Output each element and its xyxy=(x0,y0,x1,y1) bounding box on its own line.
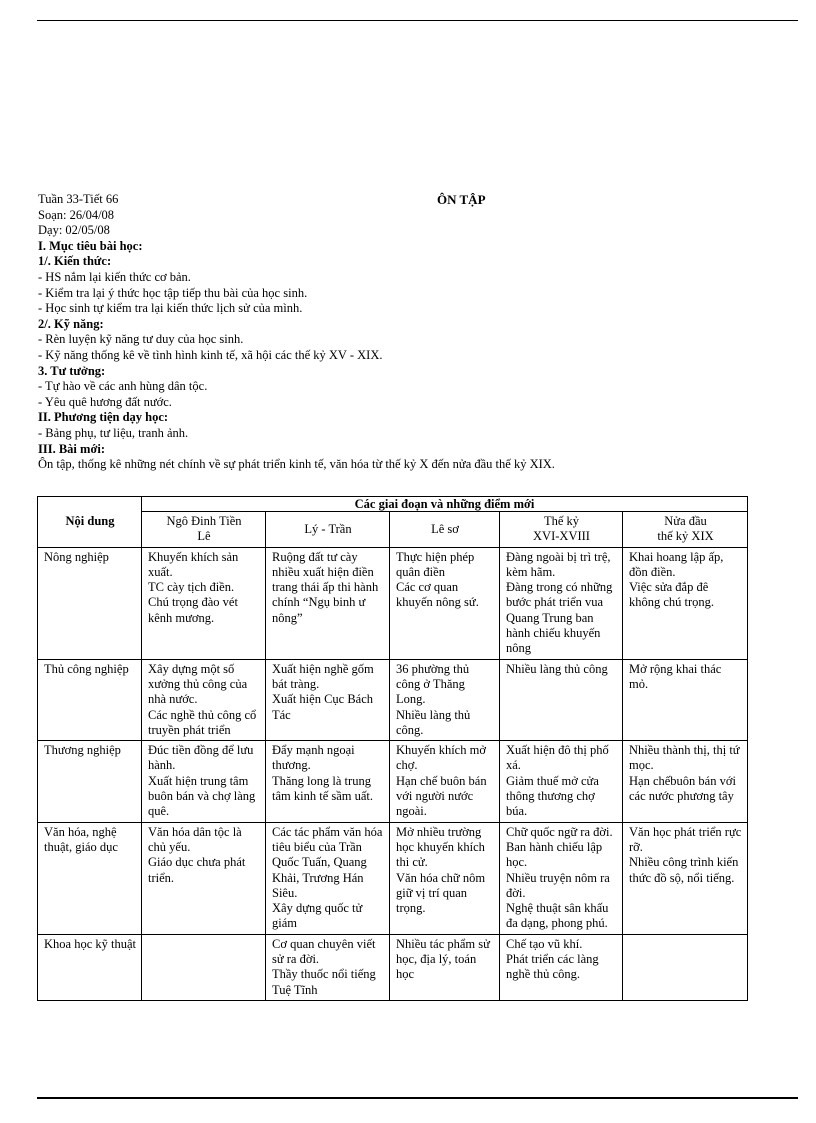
cell-line: TC cày tịch điền. xyxy=(148,580,235,595)
materials-heading: II. Phương tiện dạy học: xyxy=(38,410,169,425)
cell-line: Các cơ quan khuyến nông sứ. xyxy=(396,580,479,610)
skills-item: - Kỹ năng thống kê về tình hình kinh tế, xã hội các thế kỷ XV - XIX. xyxy=(38,347,383,362)
table-cell xyxy=(500,547,623,659)
attitude-heading: 3. Tư tưởng: xyxy=(38,363,106,378)
topic-cell: Thương nghiệp xyxy=(38,741,142,822)
table-cell xyxy=(390,741,500,822)
table-cell xyxy=(500,934,623,1000)
period-header-row xyxy=(38,512,748,548)
knowledge-heading: 1/. Kiến thức: xyxy=(38,254,112,269)
table-header-row xyxy=(38,497,748,512)
table-row xyxy=(38,934,748,1000)
cell-line: Văn hóa chữ nôm giữ vị trí quan trọng. xyxy=(396,870,486,916)
cell-line: Nhiều thành thị, thị tứ mọc. xyxy=(629,743,740,773)
materials-item: - Bảng phụ, tư liệu, tranh ảnh. xyxy=(38,425,189,440)
table-cell xyxy=(623,741,748,822)
cell-line: Thầy thuốc nổi tiếng Tuệ Tĩnh xyxy=(272,967,376,997)
attitude-item: - Yêu quê hương đất nước. xyxy=(38,394,172,409)
table-cell xyxy=(623,547,748,659)
skills-item: - Rèn luyện kỹ năng tư duy của học sinh. xyxy=(38,332,244,347)
topic-header: Nội dung xyxy=(38,497,142,548)
table-row xyxy=(38,822,748,934)
table-cell xyxy=(500,741,623,822)
cell-line: Văn học phát triển rực rỡ. xyxy=(629,824,742,854)
cell-line: Xuất hiện đô thị phố xá. xyxy=(506,743,609,773)
table-cell xyxy=(142,547,266,659)
cell-line: Giảm thuế mở cửa thông thương chợ búa. xyxy=(506,773,599,819)
cell-line: Các nghề thủ công cổ truyền phát triển xyxy=(148,707,257,737)
new-lesson-heading: III. Bài mới: xyxy=(38,441,105,456)
objectives-heading: I. Mục tiêu bài học: xyxy=(38,238,143,253)
taught-date: Dạy: 02/05/08 xyxy=(38,223,110,238)
cell-line: Văn hóa dân tộc là chủ yếu. xyxy=(148,824,242,854)
topic-cell: Nông nghiệp xyxy=(38,547,142,659)
cell-line: Đúc tiền đồng để lưu hành. xyxy=(148,743,254,773)
cell-line: Chế tạo vũ khí. xyxy=(506,936,583,951)
table-cell xyxy=(266,659,390,740)
attitude-item: - Tự hào về các anh hùng dân tộc. xyxy=(38,379,208,394)
cell-line: Xây dựng quốc tử giám xyxy=(272,901,363,931)
table-cell xyxy=(390,822,500,934)
period-header: Lê sơ xyxy=(390,512,500,548)
new-lesson-intro: Ôn tập, thống kê những nét chính về sự phát triển kinh tế, văn hóa từ thế kỷ X đến nửa đầu thế kỷ XIX. xyxy=(38,457,555,472)
cell-line: Các tác phẩm văn hóa tiêu biểu của Trần Quốc Tuấn, Quang Khải, Trương Hán Siêu. xyxy=(272,824,383,900)
table-cell xyxy=(142,659,266,740)
bottom-rule xyxy=(37,1097,798,1099)
cell-line: Cơ quan chuyên viết sử ra đời. xyxy=(272,936,376,967)
group-header: Các giai đoạn và những điểm mới xyxy=(142,497,748,512)
skills-heading: 2/. Kỹ năng: xyxy=(38,316,104,331)
table-cell xyxy=(266,741,390,822)
topic-cell: Thủ công nghiệp xyxy=(38,659,142,740)
cell-line: Nghệ thuật sân khấu đa dạng, phong phú. xyxy=(506,901,609,931)
table-cell xyxy=(142,934,266,1000)
cell-line: Đàng trong có những bước phát triển vua Quang Trung ban hành chiếu khuyến nông xyxy=(506,580,613,656)
table-cell xyxy=(500,822,623,934)
table-row xyxy=(38,547,748,659)
period-header: Ngô Đinh Tiền Lê xyxy=(142,512,266,548)
knowledge-item: - Học sinh tự kiểm tra lại kiến thức lịch sử của mình. xyxy=(38,301,303,316)
cell-line: Xuất hiện nghề gốm bát tràng. xyxy=(272,661,374,691)
table-cell xyxy=(623,659,748,740)
cell-line: Hạn chếbuôn bán với các nước phương tây xyxy=(629,773,736,804)
cell-line: Việc sửa đắp đê không chú trọng. xyxy=(629,580,715,610)
cell-line: Ruộng đất tư cày nhiều xuất hiện điền trang thái ấp thi hành chính “Ngụ binh ư nông” xyxy=(272,549,379,625)
table-cell xyxy=(623,822,748,934)
cell-line: Xuất hiện trung tâm buôn bán và chợ làng quê. xyxy=(148,773,256,819)
table-cell xyxy=(142,741,266,822)
week-period: Tuần 33-Tiết 66 xyxy=(38,192,119,206)
cell-line: Thăng long là trung tâm kinh tế sầm uất. xyxy=(272,773,374,804)
period-header: Lý - Trần xyxy=(266,512,390,548)
cell-line: Giáo dục chưa phát triển. xyxy=(148,855,246,885)
cell-line: Đẩy mạnh ngoại thương. xyxy=(272,743,355,773)
topic-cell: Văn hóa, nghệ thuật, giáo dục xyxy=(38,822,142,934)
table-cell xyxy=(390,659,500,740)
cell-line: Ban hành chiếu lập học. xyxy=(506,839,603,870)
review-table xyxy=(37,496,748,1001)
knowledge-item: - Kiểm tra lại ý thức học tập tiếp thu bài của học sinh. xyxy=(38,285,308,300)
cell-line: Nhiều làng thủ công xyxy=(506,661,608,676)
prepared-date: Soạn: 26/04/08 xyxy=(38,207,115,222)
period-header: Nửa đầu thế kỷ XIX xyxy=(623,512,748,548)
table-cell xyxy=(390,547,500,659)
cell-line: Nhiều truyện nôm ra đời. xyxy=(506,870,610,900)
cell-line: Hạn chế buôn bán với người nước ngoài. xyxy=(396,773,487,819)
cell-line: 36 phường thủ công ở Thăng Long. xyxy=(396,661,470,707)
cell-line: Nhiều công trình kiến thức đồ sộ, nổi tiếng. xyxy=(629,855,739,885)
period-header: Thế kỷ XVI-XVIII xyxy=(500,512,623,548)
top-rule xyxy=(37,20,798,21)
cell-line: Chú trọng đào vét kênh mương. xyxy=(148,595,238,625)
table-cell xyxy=(266,822,390,934)
cell-line: Nhiều làng thủ công. xyxy=(396,707,471,737)
table-cell xyxy=(500,659,623,740)
cell-line: Mở rộng khai thác mỏ. xyxy=(629,661,722,691)
topic-cell: Khoa học kỹ thuật xyxy=(38,934,142,1000)
knowledge-item: - HS nắm lại kiến thức cơ bản. xyxy=(38,269,191,284)
table-cell xyxy=(142,822,266,934)
cell-line: Đàng ngoài bị trì trệ, kèm hãm. xyxy=(506,549,611,579)
table-cell xyxy=(623,934,748,1000)
cell-line: Xây dựng một số xưởng thủ công của nhà nước. xyxy=(148,661,248,707)
cell-line: Khuyến khích mở chợ. xyxy=(396,743,486,773)
table-row xyxy=(38,659,748,740)
table-cell xyxy=(266,934,390,1000)
table-cell xyxy=(390,934,500,1000)
cell-line: Nhiều tác phẩm sử học, địa lý, toán học xyxy=(396,936,490,982)
cell-line: Phát triển các làng nghề thủ công. xyxy=(506,952,599,982)
table-row xyxy=(38,741,748,822)
lesson-title: ÔN TẬP xyxy=(437,192,486,207)
cell-line: Xuất hiện Cục Bách Tác xyxy=(272,692,374,722)
lesson-plan-header xyxy=(38,192,798,473)
cell-line: Chữ quốc ngữ ra đời. xyxy=(506,824,613,839)
cell-line: Mở nhiều trường học khuyến khích thi cử. xyxy=(396,824,485,870)
cell-line: Thực hiện phép quân điền xyxy=(396,549,475,579)
cell-line: Khai hoang lập ấp, đồn điền. xyxy=(629,549,724,579)
table-cell xyxy=(266,547,390,659)
cell-line: Khuyến khích sản xuất. xyxy=(148,549,239,579)
